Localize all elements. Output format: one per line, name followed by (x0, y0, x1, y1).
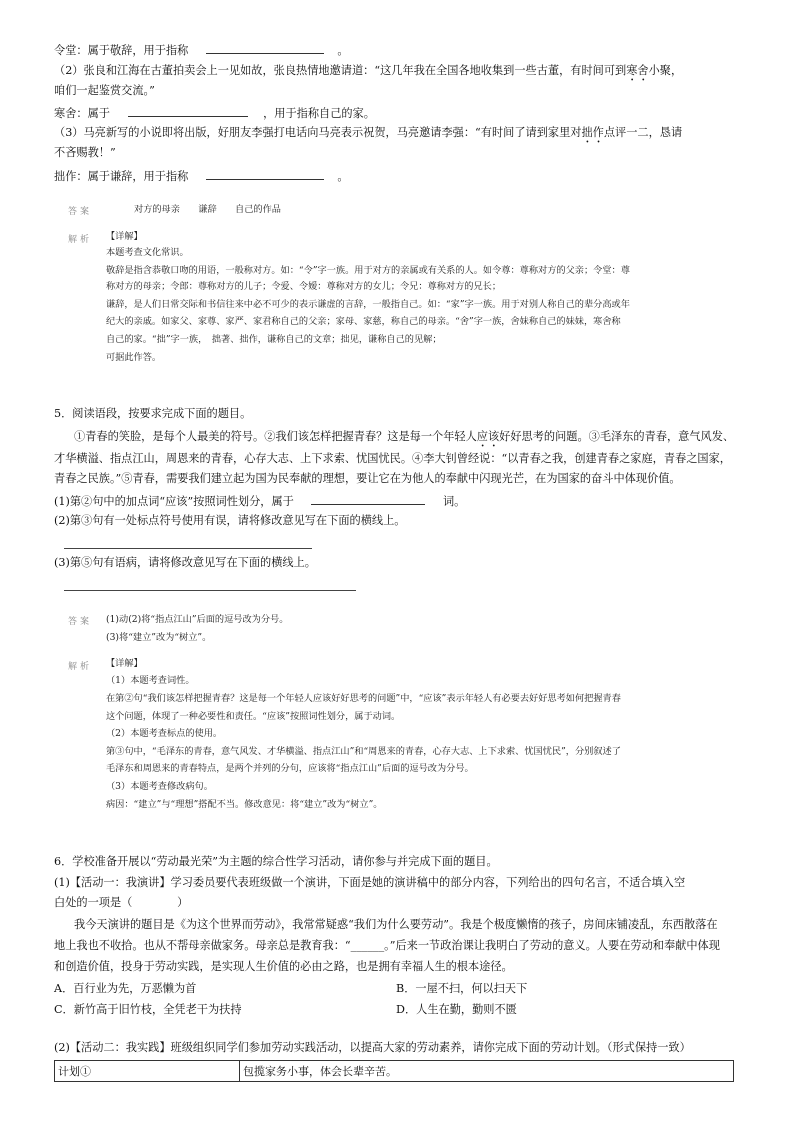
q4-item-3: （3）马亮新写的小说即将出版，好朋友李强打电话向马亮表示祝贺，马亮邀请李强：“有时间了请到家里对拙作点评一二，恳请 (54, 126, 683, 139)
q5-analysis-line: 第③句中，“毛泽东的青春，意气风发、才华横溢、指点江山”和“周恩来的青春，心存大志、上下求索、忧国忧民”，分别叙述了 (106, 746, 621, 757)
q6-title: 6．学校准备开展以“劳动最光荣”为主题的综合性学习活动，请你参与并完成下面的题目。 (54, 855, 498, 868)
q5-answer-line: (3)将“建立”改为“树立”。 (106, 632, 212, 643)
q5-sub-2: (2)第③句有一处标点符号使用有误，请将修改意见写在下面的横线上。 (54, 514, 406, 527)
answer-label: 答案 (68, 207, 93, 217)
answer-blank[interactable] (206, 42, 324, 54)
q4-analysis-line: 自己的家。“拙”字一族， 拙著、拙作，谦称自己的文章；拙见，谦称自己的见解； (106, 334, 442, 345)
q4-analysis-line: 纪大的亲戚。如家父、家尊、家严、家君称自己的父亲；家母、家慈，称自己的母亲。“舍”字一族，舍妹称自己的妹妹，寒舍称 (106, 316, 621, 327)
q5-analysis-line: 病因：“建立”与“理想”搭配不当。修改意见：将“建立”改为“树立”。 (106, 799, 383, 810)
q5-sub-3: (3)第⑤句有语病，请将修改意见写在下面的横线上。 (54, 556, 316, 569)
labor-plan-table (54, 1060, 734, 1082)
q5-answer-line: (1)动(2)将“指点江山”后面的逗号改为分号。 (106, 614, 289, 625)
plan-text-cell: 包揽家务小事，体会长辈辛苦。 (240, 1061, 734, 1082)
q5-title: 5．阅读语段，按要求完成下面的题目。 (54, 407, 252, 420)
q4-item-3-cont: 不吝赐教！” (54, 146, 116, 159)
answer-blank[interactable] (128, 105, 248, 117)
option-b[interactable]: B．一屋不扫，何以扫天下 (396, 982, 528, 995)
q4-analysis-line: 可据此作答。 (106, 352, 162, 363)
q6-speech-line: 和创造价值，投身于劳动实践，是实现人生价值的必由之路，也是拥有幸福人生的根本途径。 (54, 960, 513, 973)
answer-line[interactable] (64, 590, 356, 591)
analysis-label: 解析 (68, 235, 93, 245)
q6-sub-1-cont: 白处的一项是（ ） (54, 896, 189, 909)
q5-analysis-line: 这个问题，体现了一种必要性和责任。“应该”按照词性划分，属于动词。 (106, 711, 401, 722)
q5-analysis-line: （1）本题考查词性。 (106, 675, 195, 686)
q5-analysis-line: 毛泽东和周恩来的青春特点，是两个并列的分句，应该将“指点江山”后面的逗号改为分号。 (106, 763, 474, 774)
q4-analysis-line: 【详解】 (106, 231, 143, 242)
q4-line-zhuozuo: 拙作：属于谦辞，用于指称 。 (54, 170, 349, 183)
q5-analysis-line: （3）本题考查修改病句。 (106, 781, 213, 792)
answer-blank[interactable] (206, 168, 324, 180)
option-d[interactable]: D．人生在勤，勤则不匮 (396, 1003, 517, 1016)
option-a[interactable]: A．百行业为先，万恶懒为首 (54, 982, 197, 995)
q4-line-hanshe: 寒舍：属于 ，用于指称自己的家。 (54, 107, 375, 120)
option-c[interactable]: C．新竹高于旧竹枝，全凭老干为扶持 (54, 1003, 242, 1016)
q4-item-2-cont: 咱们一起鉴赏交流。” (54, 84, 155, 97)
answer-blank[interactable] (311, 493, 425, 505)
q5-analysis-line: 在第②句“我们该怎样把握青春？这是每一个年轻人应该好好思考的问题”中，“应该”表示年轻人有必要去好好思考如何把握青春 (106, 693, 621, 704)
q4-analysis-line: 本题考查文化常识。 (106, 247, 189, 258)
q4-item-2: （2）张良和江海在古董拍卖会上一见如故，张良热情地邀请道：“这几年我在全国各地收集到一些古董，有时间可到寒舍小聚， (54, 64, 683, 77)
q6-sub-2: (2)【活动二：我实践】班级组织同学们参加劳动实践活动，以提高大家的劳动素养，请你完成下面的劳动计划。（形式保持一致） (54, 1041, 691, 1054)
q4-line-lingtang: 令堂：属于敬辞，用于指称 。 (54, 44, 349, 57)
analysis-label: 解析 (68, 662, 93, 672)
q6-sub-1: (1)【活动一：我演讲】学习委员要代表班级做一个演讲，下面是她的演讲稿中的部分内容，下列给出的四句名言，不适合填入空 (54, 876, 686, 889)
plan-label-cell: 计划① (55, 1061, 240, 1082)
q4-analysis-line: 谦辞，是人们日常交际和书信往来中必不可少的表示谦虚的言辞，一般指自己。如：“家”字一族。用于对别人称自己的辈分高或年 (106, 299, 630, 310)
answer-line[interactable] (64, 548, 312, 549)
q4-analysis-line: 敬辞是指含恭敬口吻的用语，一般称对方。如：“令”字一族。用于对方的亲属或有关系的人。如令尊：尊称对方的父亲；令堂：尊 (106, 265, 630, 276)
q4-analysis-line: 称对方的母亲；令郎：尊称对方的儿子；令爱、令嫒：尊称对方的女儿；令兄：尊称对方的兄长； (106, 281, 502, 292)
q6-speech-line: 地上我也不收拾。也从不帮母亲做家务。母亲总是教育我：“______。”后来一节政治课让我明白了劳动的意义。人要在劳动和奉献中体现 (54, 939, 720, 952)
q5-passage-line: ①青春的笑脸，是每个人最美的符号。②我们该怎样把握青春？这是每一个年轻人应该好好思考的问题。③毛泽东的青春，意气风发、 (74, 430, 735, 443)
q5-sub-1: (1)第②句中的加点词“应该”按照词性划分，属于 词。 (54, 495, 466, 508)
q5-analysis-line: （2）本题考查标点的使用。 (106, 728, 223, 739)
q6-speech-line: 我今天演讲的题目是《为这个世界而劳动》，我常常疑惑“我们为什么要劳动”。我是个极度懒惰的孩子，房间床铺凌乱，东西散落在 (74, 918, 718, 931)
q4-answer: 对方的母亲 谦辞 自己的作品 (134, 204, 281, 215)
answer-label: 答案 (68, 617, 93, 627)
q5-passage-line: 青春之民族。”⑤青春，需要我们建立起为国为民奉献的理想，要让它在为他人的奉献中闪现光芒，在为国家的奋斗中体现价值。 (54, 472, 681, 485)
q5-analysis-line: 【详解】 (106, 658, 143, 669)
table-row (55, 1061, 734, 1082)
q5-passage-line: 才华横溢、指点江山，周恩来的青春，心存大志、上下求索、忧国忧民。④李大钊曾经说：“以青春之我，创建青春之家庭，青春之国家， (54, 452, 731, 465)
